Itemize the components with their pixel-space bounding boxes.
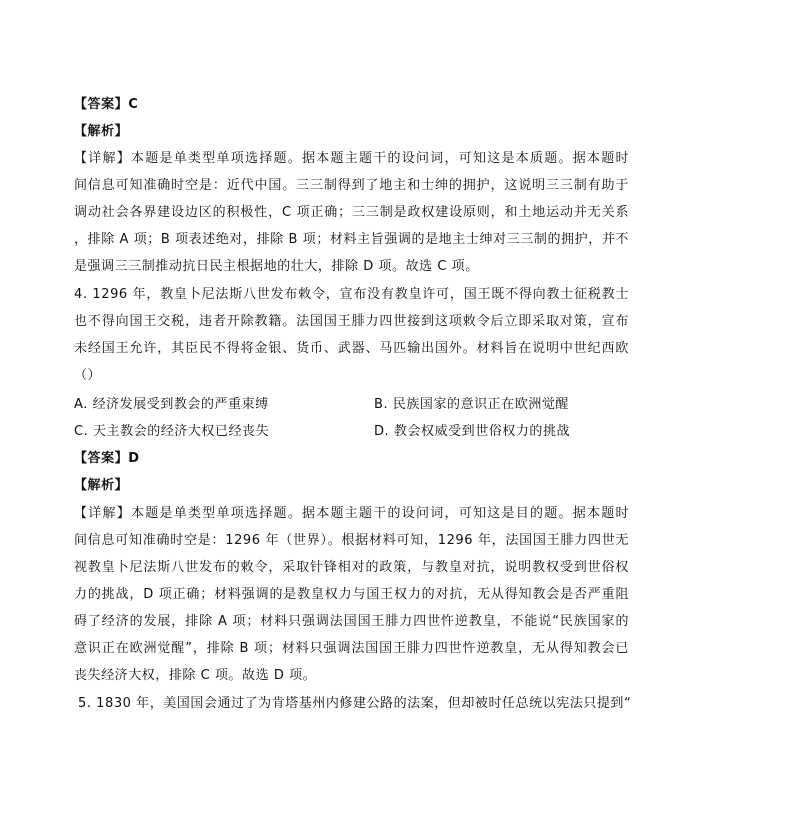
q4-answer: 【答案】D	[74, 451, 140, 466]
q4-stem-line: （）	[74, 368, 102, 383]
q4-option-c: C. 天主教会的经济大权已经丧失	[74, 424, 270, 439]
q4-option-d: D. 教会权威受到世俗权力的挑战	[374, 424, 571, 439]
q4-option-b: B. 民族国家的意识正在欧洲觉醒	[374, 397, 569, 412]
q4-detail-line: 【详解】本题是单类型单项选择题。据本题主题干的设问词，可知这是目的题。据本题时	[74, 506, 629, 521]
q4-option-a: A. 经济发展受到教会的严重束缚	[74, 397, 269, 412]
q4-analysis-heading: 【解析】	[74, 478, 129, 493]
q3-detail-line: 【详解】本题是单类型单项选择题。据本题主题干的设问词，可知这是本质题。据本题时	[74, 151, 629, 166]
q4-stem-line: 也不得向国王交税，违者开除教籍。法国国王腓力四世接到这项敕令后立即采取对策，宣布	[74, 314, 629, 329]
q3-answer: 【答案】C	[74, 97, 139, 112]
q3-detail-line: 调动社会各界建设边区的积极性，C 项正确；三三制是政权建设原则，和土地运动并无关系	[74, 205, 629, 220]
q4-detail-line: 间信息可知准确时空是：1296 年（世界）。根据材料可知，1296 年，法国国王腓力四世无	[74, 533, 629, 548]
q4-stem-line: 4. 1296 年，教皇卜尼法斯八世发布敕令，宣布没有教皇许可，国王既不得向教士征税教士	[74, 287, 629, 302]
q5-stem-line: 5. 1830 年，美国国会通过了为肯塔基州内修建公路的法案，但却被时任总统以宪法只提到“	[78, 696, 632, 711]
q4-detail-line: 力的挑战，D 项正确；材料强调的是教皇权力与国王权力的对抗，无从得知教会是否严重阻	[74, 587, 629, 602]
q4-detail-line: 意识正在欧洲觉醒”，排除 B 项；材料只强调法国国王腓力四世忤逆教皇，无从得知教会已	[74, 641, 629, 656]
q3-detail-line: 间信息可知准确时空是：近代中国。三三制得到了地主和士绅的拥护，这说明三三制有助于	[74, 178, 629, 193]
q3-detail-line: ，排除 A 项；B 项表述绝对，排除 B 项；材料主旨强调的是地主士绅对三三制的拥护，并不	[74, 232, 629, 247]
q4-stem-line: 未经国王允许，其臣民不得将金银、货币、武器、马匹输出国外。材料旨在说明中世纪西欧	[74, 341, 629, 356]
q3-detail-line: 是强调三三制推动抗日民主根据地的壮大，排除 D 项。故选 C 项。	[74, 259, 479, 274]
q4-detail-line: 丧失经济大权，排除 C 项。故选 D 项。	[74, 668, 317, 683]
q4-detail-line: 视教皇卜尼法斯八世发布的敕令，采取针锋相对的政策，与教皇对抗，说明教权受到世俗权	[74, 560, 629, 575]
q3-analysis-heading: 【解析】	[74, 124, 129, 139]
q4-detail-line: 碍了经济的发展，排除 A 项；材料只强调法国国王腓力四世忤逆教皇，不能说“民族国家的	[74, 614, 629, 629]
